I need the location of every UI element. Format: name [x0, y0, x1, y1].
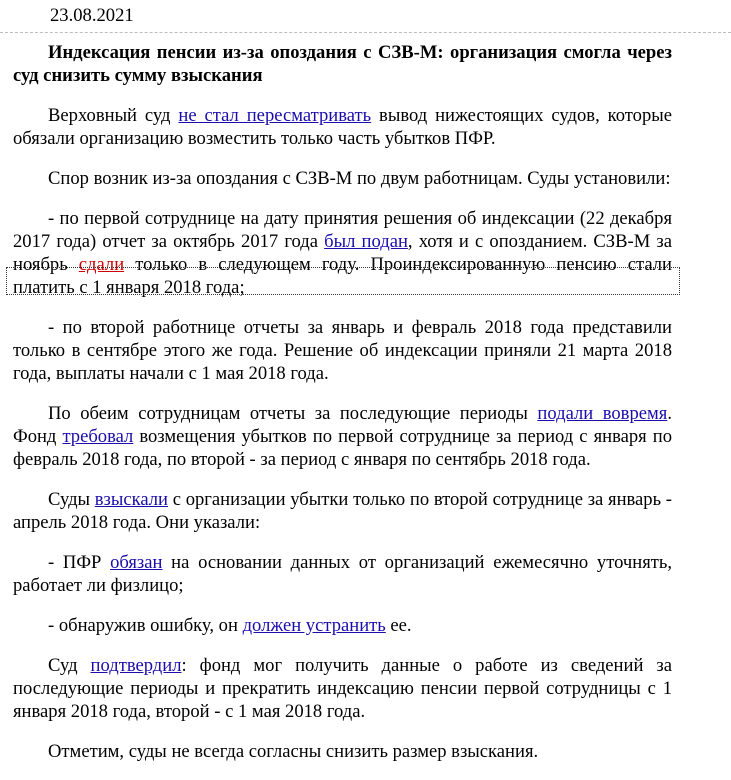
paragraph-3: - по первой сотруднице на дату принятия решения об индексации (22 декабря 2017 года) отчет за октябрь 2017 года был подан, хотя и с опозданием. СЗВ-М за ноябрь сдали только в следующем году. Проиндексированную пенсию стали платить с 1 января 2018 года;	[13, 208, 672, 298]
link-dolzhen-ustranit[interactable]: должен устранить	[242, 615, 386, 636]
paragraph-8: - обнаружив ошибку, он должен устранить ее.	[48, 615, 412, 636]
paragraph-1: Верховный суд не стал пересматривать вывод нижестоящих судов, которые обязали организацию возместить только часть убытков ПФР.	[13, 105, 672, 149]
paragraph-4: - по второй работнице отчеты за январь и февраль 2018 года представили только в сентябре этого же года. Решение об индексации приняли 21 марта 2018 года, выплаты начали с 1 мая 2018 года.	[13, 317, 672, 384]
link-obyazan[interactable]: обязан	[110, 552, 163, 573]
paragraph-9: Суд подтвердил: фонд мог получить данные о работе из сведений за последующие периоды и прекратить индексацию пенсии первой сотрудницы с 1 января 2018 года, второй - с 1 мая 2018 года.	[13, 655, 672, 722]
link-ne-stal-peresmatrivat[interactable]: не стал пересматривать	[178, 105, 372, 126]
link-sdali[interactable]: сдали	[78, 254, 125, 275]
link-treboval[interactable]: требовал	[62, 426, 134, 447]
paragraph-7: - ПФР обязан на основании данных от организаций ежемесячно уточнять, работает ли физлицо;	[13, 552, 672, 596]
link-vzyskali[interactable]: взыскали	[94, 489, 169, 510]
separator-line	[0, 32, 731, 33]
link-byl-podan[interactable]: был подан	[324, 231, 408, 252]
article-title: Индексация пенсии из-за опоздания с СЗВ-М: организация смогла через суд снизить сумму взыскания	[13, 42, 672, 86]
link-podtverdil[interactable]: подтвердил	[90, 655, 182, 676]
link-podali-vovremya[interactable]: подали вовремя	[537, 403, 668, 424]
article-body	[13, 41, 672, 780]
paragraph-5: По обеим сотрудницам отчеты за последующие периоды подали вовремя. Фонд требовал возмещения убытков по первой сотруднице за период с января по февраль 2018 года, по второй - за период с января по сентябрь 2018 года.	[13, 403, 673, 470]
paragraph-2: Спор возник из-за опоздания с СЗВ-М по двум работницам. Суды установили:	[48, 168, 671, 189]
date-label: 23.08.2021	[50, 5, 134, 26]
paragraph-6: Суды взыскали с организации убытки только по второй сотруднице за январь - апрель 2018 года. Они указали:	[13, 489, 672, 533]
paragraph-10: Отметим, суды не всегда согласны снизить размер взыскания.	[48, 741, 539, 762]
